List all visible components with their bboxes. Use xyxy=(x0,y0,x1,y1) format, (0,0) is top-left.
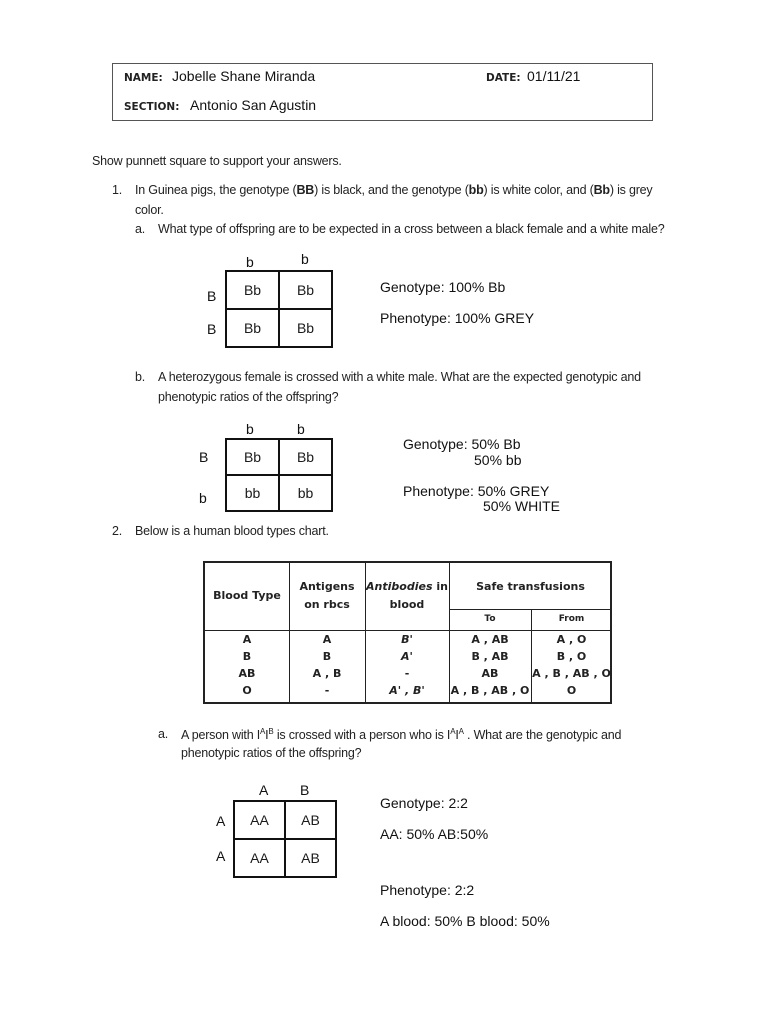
antigen-cell: A xyxy=(322,633,332,646)
blood-types-table xyxy=(203,561,612,704)
square1a-row-allele: B xyxy=(207,288,217,304)
square-cell: bb xyxy=(226,475,279,511)
q1b-question-line1: A heterozygous female is crossed with a white male. What are the expected genotypic and xyxy=(158,370,641,384)
square-cell: Bb xyxy=(226,439,279,475)
antigen-cell: A , B xyxy=(312,667,342,680)
square1b-col-allele: b xyxy=(297,421,305,437)
date-value: 01/11/21 xyxy=(527,68,581,84)
q1b-question-line2: phenotypic ratios of the offspring? xyxy=(158,390,339,404)
square1b-col-allele: b xyxy=(246,421,254,437)
name-label: NAME: xyxy=(124,72,163,84)
punnett-square-2a xyxy=(233,800,337,878)
square-cell: Bb xyxy=(226,309,279,347)
square-cell: AB xyxy=(285,801,336,839)
blood-type-cell: AB xyxy=(238,667,256,680)
q2a-phenotype-detail: A blood: 50% B blood: 50% xyxy=(380,913,550,929)
header-antigens-2: on rbcs xyxy=(304,598,350,611)
q1-text-line1: In Guinea pigs, the genotype (BB) is black, and the genotype (bb) is white color, and (Bb) is grey xyxy=(135,183,653,197)
square1a-row-allele: B xyxy=(207,321,217,337)
q2a-phenotype: Phenotype: 2:2 xyxy=(380,882,475,898)
header-antibodies-2: blood xyxy=(389,598,425,611)
antibody-cell: - xyxy=(404,667,410,680)
q1b-label: b. xyxy=(135,370,146,384)
header-blood-type: Blood Type xyxy=(213,589,281,602)
q1-text-line2: color. xyxy=(135,203,164,217)
square2a-col-allele: B xyxy=(300,782,310,798)
punnett-square-1b xyxy=(225,438,333,512)
section-value: Antonio San Agustin xyxy=(190,97,317,113)
q2a-genotype-detail: AA: 50% AB:50% xyxy=(380,826,489,842)
blood-type-cell: O xyxy=(242,684,252,697)
header-from: From xyxy=(558,614,585,624)
q2a-question-line1: A person with $I^AI^B$ is crossed with a person who is $I^AI^A$ . What are the genotypic and xyxy=(181,727,622,743)
q1-number: 1. xyxy=(112,183,123,197)
transfusion-from-cell: A , O xyxy=(556,633,587,646)
blood-type-cell: B xyxy=(242,650,252,663)
name-value: Jobelle Shane Miranda xyxy=(172,68,316,84)
q1a-label: a. xyxy=(135,222,146,236)
transfusion-from-cell: A , B , AB , O xyxy=(532,667,611,680)
square1a-col-allele: b xyxy=(301,251,309,267)
transfusion-to-cell: A , B , AB , O xyxy=(450,684,530,697)
antibody-cell: A' , B' xyxy=(389,684,425,697)
square1a-col-allele: b xyxy=(246,254,254,270)
header-antigens: Antigens xyxy=(299,580,355,593)
date-label: DATE: xyxy=(486,72,521,84)
square-cell: bb xyxy=(279,475,332,511)
antigen-cell: B xyxy=(322,650,332,663)
square1b-row-allele: b xyxy=(199,490,207,506)
transfusion-to-cell: A , AB xyxy=(471,633,509,646)
q2-text: Below is a human blood types chart. xyxy=(135,524,329,538)
header-antibodies: Antibodies in xyxy=(366,580,448,593)
punnett-square-1a xyxy=(225,270,333,348)
q1b-phenotype: Phenotype: 50% GREY xyxy=(403,483,550,499)
square-cell: AB xyxy=(285,839,336,877)
header-safe-transfusions: Safe transfusions xyxy=(476,580,585,593)
q2a-label: a. xyxy=(158,727,169,741)
square2a-row-allele: A xyxy=(216,848,226,864)
square-cell: AA xyxy=(234,839,285,877)
transfusion-to-cell: AB xyxy=(481,667,499,680)
blood-type-cell: A xyxy=(242,633,252,646)
q2a-genotype: Genotype: 2:2 xyxy=(380,795,468,811)
antibody-cell: A' xyxy=(401,650,413,663)
antigen-cell: - xyxy=(324,684,330,697)
q1b-genotype: Genotype: 50% Bb xyxy=(403,436,521,452)
q1a-genotype: Genotype: 100% Bb xyxy=(380,279,506,295)
square1b-row-allele: B xyxy=(199,449,209,465)
q1b-phenotype-2: 50% WHITE xyxy=(483,498,561,514)
q1b-genotype-2: 50% bb xyxy=(474,452,522,468)
square-cell: AA xyxy=(234,801,285,839)
square2a-row-allele: A xyxy=(216,813,226,829)
q1a-phenotype: Phenotype: 100% GREY xyxy=(380,310,535,326)
q2-number: 2. xyxy=(112,524,123,538)
square2a-col-allele: A xyxy=(259,782,269,798)
antibody-cell: B' xyxy=(401,633,413,646)
transfusion-from-cell: O xyxy=(566,684,577,697)
square-cell: Bb xyxy=(279,271,332,309)
q2a-question-line2: phenotypic ratios of the offspring? xyxy=(181,746,362,760)
transfusion-from-cell: B , O xyxy=(556,650,587,663)
q1a-question: What type of offspring are to be expected in a cross between a black female and a white male? xyxy=(158,222,665,236)
square-cell: Bb xyxy=(226,271,279,309)
intro-text: Show punnett square to support your answers. xyxy=(92,154,342,168)
square-cell: Bb xyxy=(279,309,332,347)
transfusion-to-cell: B , AB xyxy=(471,650,509,663)
section-label: SECTION: xyxy=(124,101,180,113)
header-to: To xyxy=(484,614,496,624)
square-cell: Bb xyxy=(279,439,332,475)
